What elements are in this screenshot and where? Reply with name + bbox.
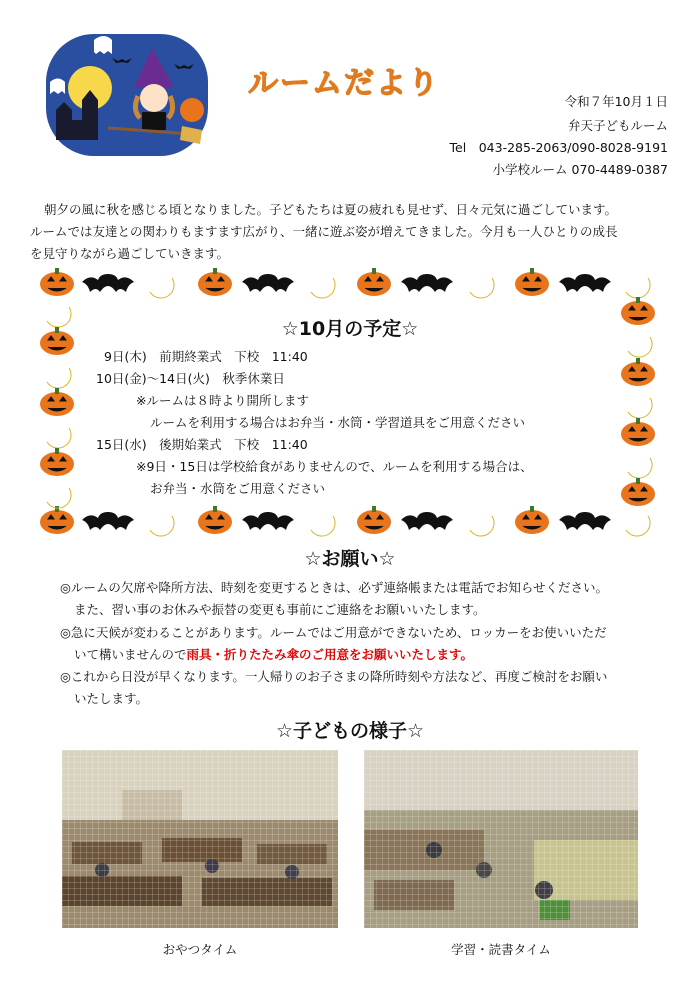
schedule-note: ※9日・15日は学校給食がありませんので、ルームを利用する場合は、 bbox=[136, 459, 533, 474]
pumpkin-icon bbox=[198, 268, 232, 296]
pumpkin-icon bbox=[198, 506, 232, 534]
moon-icon bbox=[470, 516, 494, 536]
pumpkin-icon bbox=[621, 358, 655, 386]
pumpkin-icon bbox=[621, 478, 655, 506]
moon-icon bbox=[628, 398, 652, 418]
request-line: ◎急に天候が変わることがあります。ルームではご用意ができないため、ロッカーをお使いいただ bbox=[60, 625, 607, 640]
photo-caption: 学習・読書タイム bbox=[451, 942, 551, 957]
organization-name: 弁天子どもルーム bbox=[567, 118, 668, 133]
intro-line: 朝夕の風に秋を感じる頃となりました。子どもたちは夏の疲れも見せず、日々元気に過ごしています。 bbox=[44, 202, 618, 217]
bat-icon bbox=[559, 274, 611, 292]
issue-date: 令和７年10月１日 bbox=[564, 94, 668, 109]
bat-icon bbox=[401, 274, 453, 292]
moon-icon bbox=[47, 488, 71, 508]
pumpkin-icon bbox=[357, 268, 391, 296]
moon-icon bbox=[626, 278, 650, 298]
schedule-heading: ☆10月の予定☆ bbox=[281, 318, 419, 340]
schedule-note: ※ルームは８時より開所します bbox=[136, 393, 309, 408]
moon-icon bbox=[150, 516, 174, 536]
bat-icon bbox=[401, 512, 453, 530]
schedule-item: 10日(金)～14日(火) 秋季休業日 bbox=[96, 371, 285, 386]
request-line: ◎ルームの欠席や降所方法、時刻を変更するときは、必ず連絡帳または電話でお知らせください。 bbox=[60, 580, 609, 595]
moon-icon bbox=[47, 368, 71, 388]
snack-time-photo bbox=[62, 750, 338, 928]
schedule-note: お弁当・水筒をご用意ください bbox=[150, 481, 326, 496]
intro-line: を見守りながら過ごしていきます。 bbox=[30, 246, 230, 261]
kids-heading: ☆子どもの様子☆ bbox=[275, 720, 425, 742]
schedule-item: 15日(水) 後期始業式 下校 11:40 bbox=[96, 437, 308, 452]
pumpkin-icon bbox=[40, 268, 74, 296]
bat-icon bbox=[559, 512, 611, 530]
moon-icon bbox=[311, 278, 335, 298]
moon-icon bbox=[628, 458, 652, 478]
pumpkin-icon bbox=[357, 506, 391, 534]
bat-icon bbox=[82, 274, 134, 292]
moon-icon bbox=[470, 278, 494, 298]
pumpkin-icon bbox=[515, 268, 549, 296]
schedule-item: 9日(木) 前期終業式 下校 11:40 bbox=[104, 349, 308, 364]
pumpkin-icon bbox=[40, 448, 74, 476]
study-reading-time-photo bbox=[364, 750, 638, 928]
moon-icon bbox=[47, 428, 71, 448]
intro-line: ルームでは友達との関わりもますます広がり、一緒に遊ぶ姿が増えてきました。今月も一人ひとりの成長 bbox=[30, 224, 618, 239]
request-line: ◎これから日没が早くなります。一人帰りのお子さまの降所時刻や方法など、再度ご検討をお願い bbox=[60, 669, 608, 684]
request-line: いて構いませんので雨具・折りたたみ傘のご用意をお願いいたします。 bbox=[74, 647, 474, 662]
request-line: また、習い事のお休みや振替の変更も事前にご連絡をお願いいたします。 bbox=[74, 602, 486, 617]
photo-caption: おやつタイム bbox=[162, 942, 238, 957]
pumpkin-icon bbox=[40, 388, 74, 416]
bat-icon bbox=[242, 512, 294, 530]
pumpkin-icon bbox=[40, 506, 74, 534]
moon-icon bbox=[626, 516, 650, 536]
pumpkin-icon bbox=[621, 418, 655, 446]
requests-heading: ☆お願い☆ bbox=[304, 548, 396, 570]
school-room-telephone: 小学校ルーム 070-4489-0387 bbox=[492, 162, 668, 177]
pumpkin-icon bbox=[515, 506, 549, 534]
bat-icon bbox=[242, 274, 294, 292]
moon-icon bbox=[311, 516, 335, 536]
bat-icon bbox=[82, 512, 134, 530]
telephone: Tel 043-285-2063/090-8028-9191 bbox=[449, 140, 668, 155]
schedule-note: ルームを利用する場合はお弁当・水筒・学習道具をご用意ください bbox=[150, 415, 526, 430]
request-line: いたします。 bbox=[74, 691, 149, 706]
page-title: ルームだより bbox=[248, 66, 440, 101]
umbrella-notice: 雨具・折りたたみ傘のご用意をお願いいたします。 bbox=[186, 647, 474, 662]
moon-icon bbox=[150, 278, 174, 298]
